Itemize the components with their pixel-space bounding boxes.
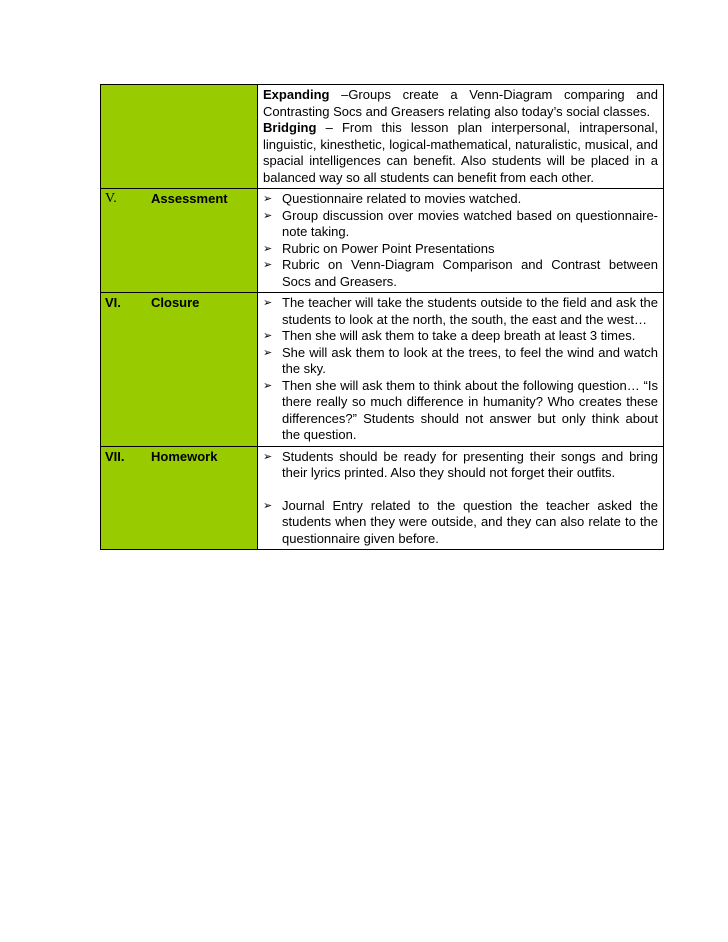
arrow-bullet-icon: ➢: [263, 242, 273, 255]
row-label-cell: [101, 85, 258, 188]
row-closure: [101, 292, 663, 446]
arrow-bullet-icon: ➢: [263, 330, 273, 342]
row-label-cell: [101, 447, 258, 550]
list-item-text: Group discussion over movies watched based on questionnaire- note taking.: [282, 207, 658, 239]
list-item: [263, 191, 658, 208]
row-label-cell: [101, 293, 258, 446]
list-item: [263, 295, 658, 328]
section-label: Homework: [151, 448, 218, 464]
list-item-text: She will ask them to look at the trees, to feel the wind and watch the sky.: [282, 344, 658, 376]
list-item: [263, 208, 658, 241]
list-item-text: Then she will ask them to take a deep breath at least 3 times.: [282, 328, 636, 343]
arrow-bullet-icon: ➢: [263, 193, 273, 205]
row-homework: [101, 446, 663, 550]
expanding-paragraph: [263, 87, 658, 120]
expanding-text: –Groups create a Venn-Diagram comparing and Contrasting Socs and Greasers relating also today’s social classes.: [263, 87, 658, 119]
list-item: [263, 328, 658, 345]
row-content-cell: [258, 447, 663, 550]
list-item: [263, 449, 658, 482]
section-number: V.: [105, 191, 117, 206]
row-content-cell: [258, 85, 663, 188]
list-item-text: Students should be ready for presenting their songs and bring their lyrics printed. Also they should not forget their outfits.: [282, 448, 658, 480]
bridging-term: Bridging: [263, 120, 317, 135]
lesson-plan-table: [100, 84, 664, 550]
arrow-bullet-icon: ➢: [263, 297, 273, 309]
row-content-cell: [258, 293, 663, 446]
list-item: [263, 345, 658, 378]
list-item-text: Journal Entry related to the question the teacher asked the students when they were outside, and they can also relate to the questionnaire given before.: [282, 497, 658, 546]
list-item-text: Then she will ask them to think about the following question… “Is there really so much difference in humanity? Who creates these differences?” Students should not answer but only think about the question.: [282, 377, 658, 442]
expanding-term: Expanding: [263, 87, 330, 102]
list-item-text: Rubric on Power Point Presentations: [282, 240, 495, 256]
section-number: VI.: [105, 295, 121, 310]
arrow-bullet-icon: ➢: [263, 450, 273, 463]
row-content-cell: [258, 189, 663, 292]
arrow-bullet-icon: ➢: [263, 346, 273, 359]
section-label: Closure: [151, 295, 200, 310]
spacer: [263, 482, 658, 498]
row-label-cell: [101, 189, 258, 292]
list-item: [263, 378, 658, 444]
list-item-text: Rubric on Venn-Diagram Comparison and Contrast between Socs and Greasers.: [282, 257, 658, 289]
arrow-bullet-icon: ➢: [263, 499, 273, 512]
section-label: Assessment: [151, 191, 228, 206]
list-item: [263, 241, 658, 258]
list-item: [263, 498, 658, 548]
arrow-bullet-icon: ➢: [263, 209, 273, 222]
list-item-text: The teacher will take the students outside to the field and ask the students to look at the north, the south, the east and the west…: [282, 295, 658, 327]
list-item: [263, 257, 658, 290]
arrow-bullet-icon: ➢: [263, 259, 273, 271]
bridging-text: – From this lesson plan interpersonal, intrapersonal, linguistic, kinesthetic, logical-mathematical, naturalistic, musical, and spacial intelligences can benefit. Also students will be placed in a balanced way so all students can benefit from each other.: [263, 120, 658, 185]
arrow-bullet-icon: ➢: [263, 379, 273, 392]
row-expanding-bridging: [101, 85, 663, 188]
row-assessment: [101, 188, 663, 292]
list-item-text: Questionnaire related to movies watched.: [282, 191, 522, 206]
section-number: VII.: [105, 448, 125, 464]
bridging-paragraph: [263, 120, 658, 186]
